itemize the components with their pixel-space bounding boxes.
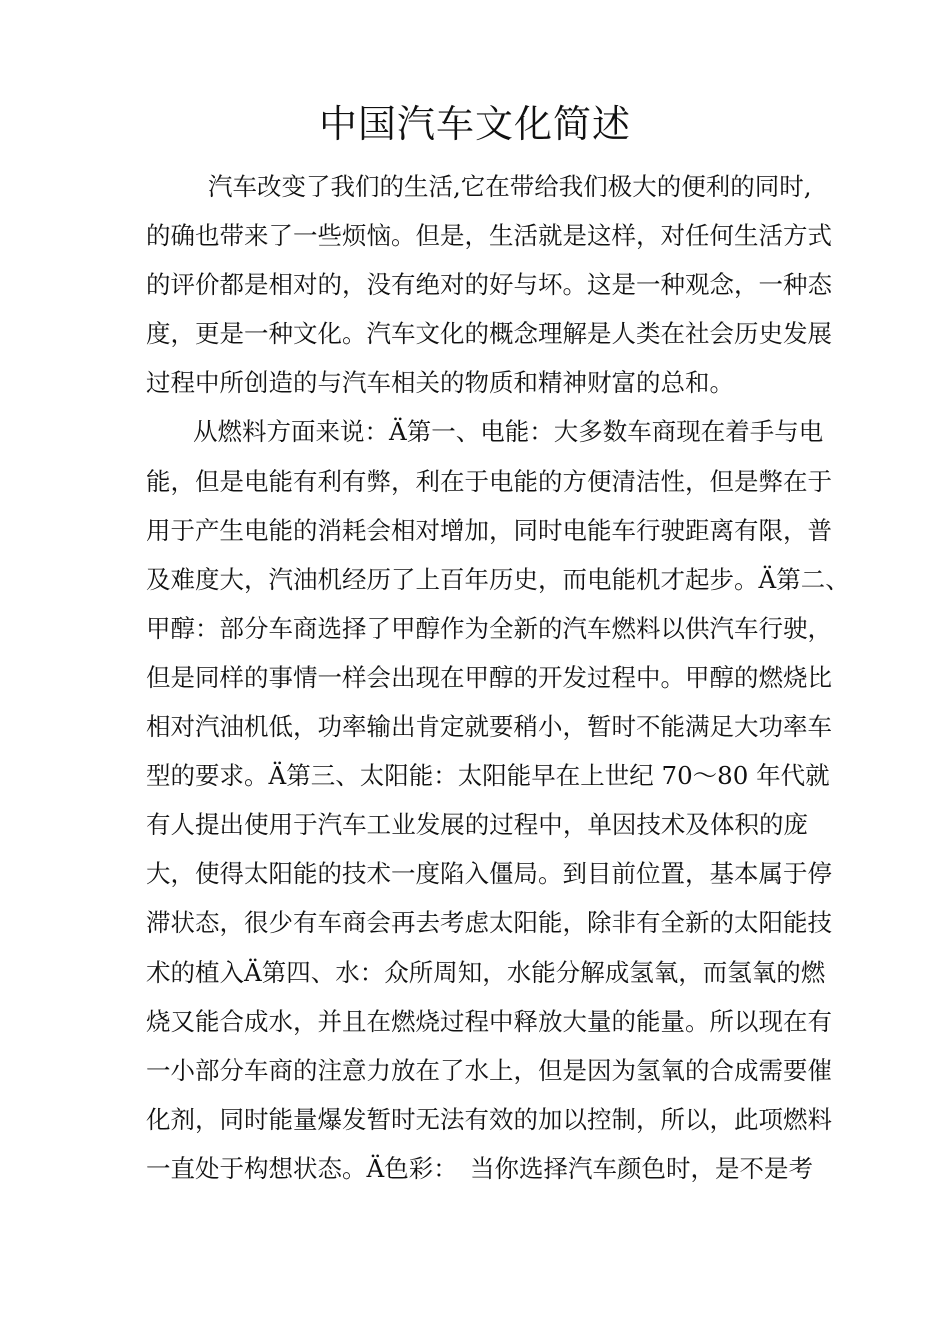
paragraph-2-line-5: 甲醇：部分车商选择了甲醇作为全新的汽车燃料以供汽车行驶， [146,613,832,643]
paragraph-2-line-8: 型的要求。Ä第三、太阳能：太阳能早在上世纪 70～80 年代就 [146,761,830,791]
paragraph-2-line-15: 化剂，同时能量爆发暂时无法有效的加以控制，所以，此项燃料 [146,1104,832,1134]
paragraph-1-line-1: 汽车改变了我们的生活,它在带给我们极大的便利的同时, [208,172,812,201]
paragraph-2-line-1: 从燃料方面来说：Ä第一、电能：大多数车商现在着手与电 [193,417,824,447]
document-title: 中国汽车文化简述 [318,102,631,146]
paragraph-2-line-12: 术的植入Ä第四、水：众所周知，水能分解成氢氧，而氢氧的燃 [146,957,826,987]
paragraph-2-line-7: 相对汽油机低，功率输出肯定就要稍小，暂时不能满足大功率车 [146,712,832,742]
paragraph-2-line-16: 一直处于构想状态。Ä色彩： 当你选择汽车颜色时，是不是考 [146,1153,813,1183]
paragraph-2-line-11: 滞状态，很少有车商会再去考虑太阳能，除非有全新的太阳能技 [146,908,832,938]
paragraph-1-line-5: 过程中所创造的与汽车相关的物质和精神财富的总和。 [146,368,734,398]
paragraph-2-line-14: 一小部分车商的注意力放在了水上，但是因为氢氧的合成需要催 [146,1055,832,1085]
paragraph-1-line-3: 的评价都是相对的，没有绝对的好与坏。这是一种观念，一种态 [146,270,832,300]
paragraph-1-line-2: 的确也带来了一些烦恼。但是，生活就是这样，对任何生活方式 [146,221,832,251]
paragraph-2-line-2: 能，但是电能有利有弊，利在于电能的方便清洁性，但是弊在于 [146,466,832,496]
paragraph-2-line-9: 有人提出使用于汽车工业发展的过程中，单因技术及体积的庞 [146,810,808,840]
paragraph-2-line-3: 用于产生电能的消耗会相对增加，同时电能车行驶距离有限，普 [146,515,832,545]
document-body [146,162,850,1193]
paragraph-1-line-4: 度，更是一种文化。汽车文化的概念理解是人类在社会历史发展 [146,319,832,349]
paragraph-2-line-10: 大，使得太阳能的技术一度陷入僵局。到目前位置，基本属于停 [146,859,832,889]
paragraph-2-line-13: 烧又能合成水，并且在燃烧过程中释放大量的能量。所以现在有 [146,1006,832,1036]
paragraph-2-line-6: 但是同样的事情一样会出现在甲醇的开发过程中。甲醇的燃烧比 [146,662,832,692]
paragraph-2-line-4: 及难度大，汽油机经历了上百年历史，而电能机才起步。Ä第二、 [146,564,850,594]
